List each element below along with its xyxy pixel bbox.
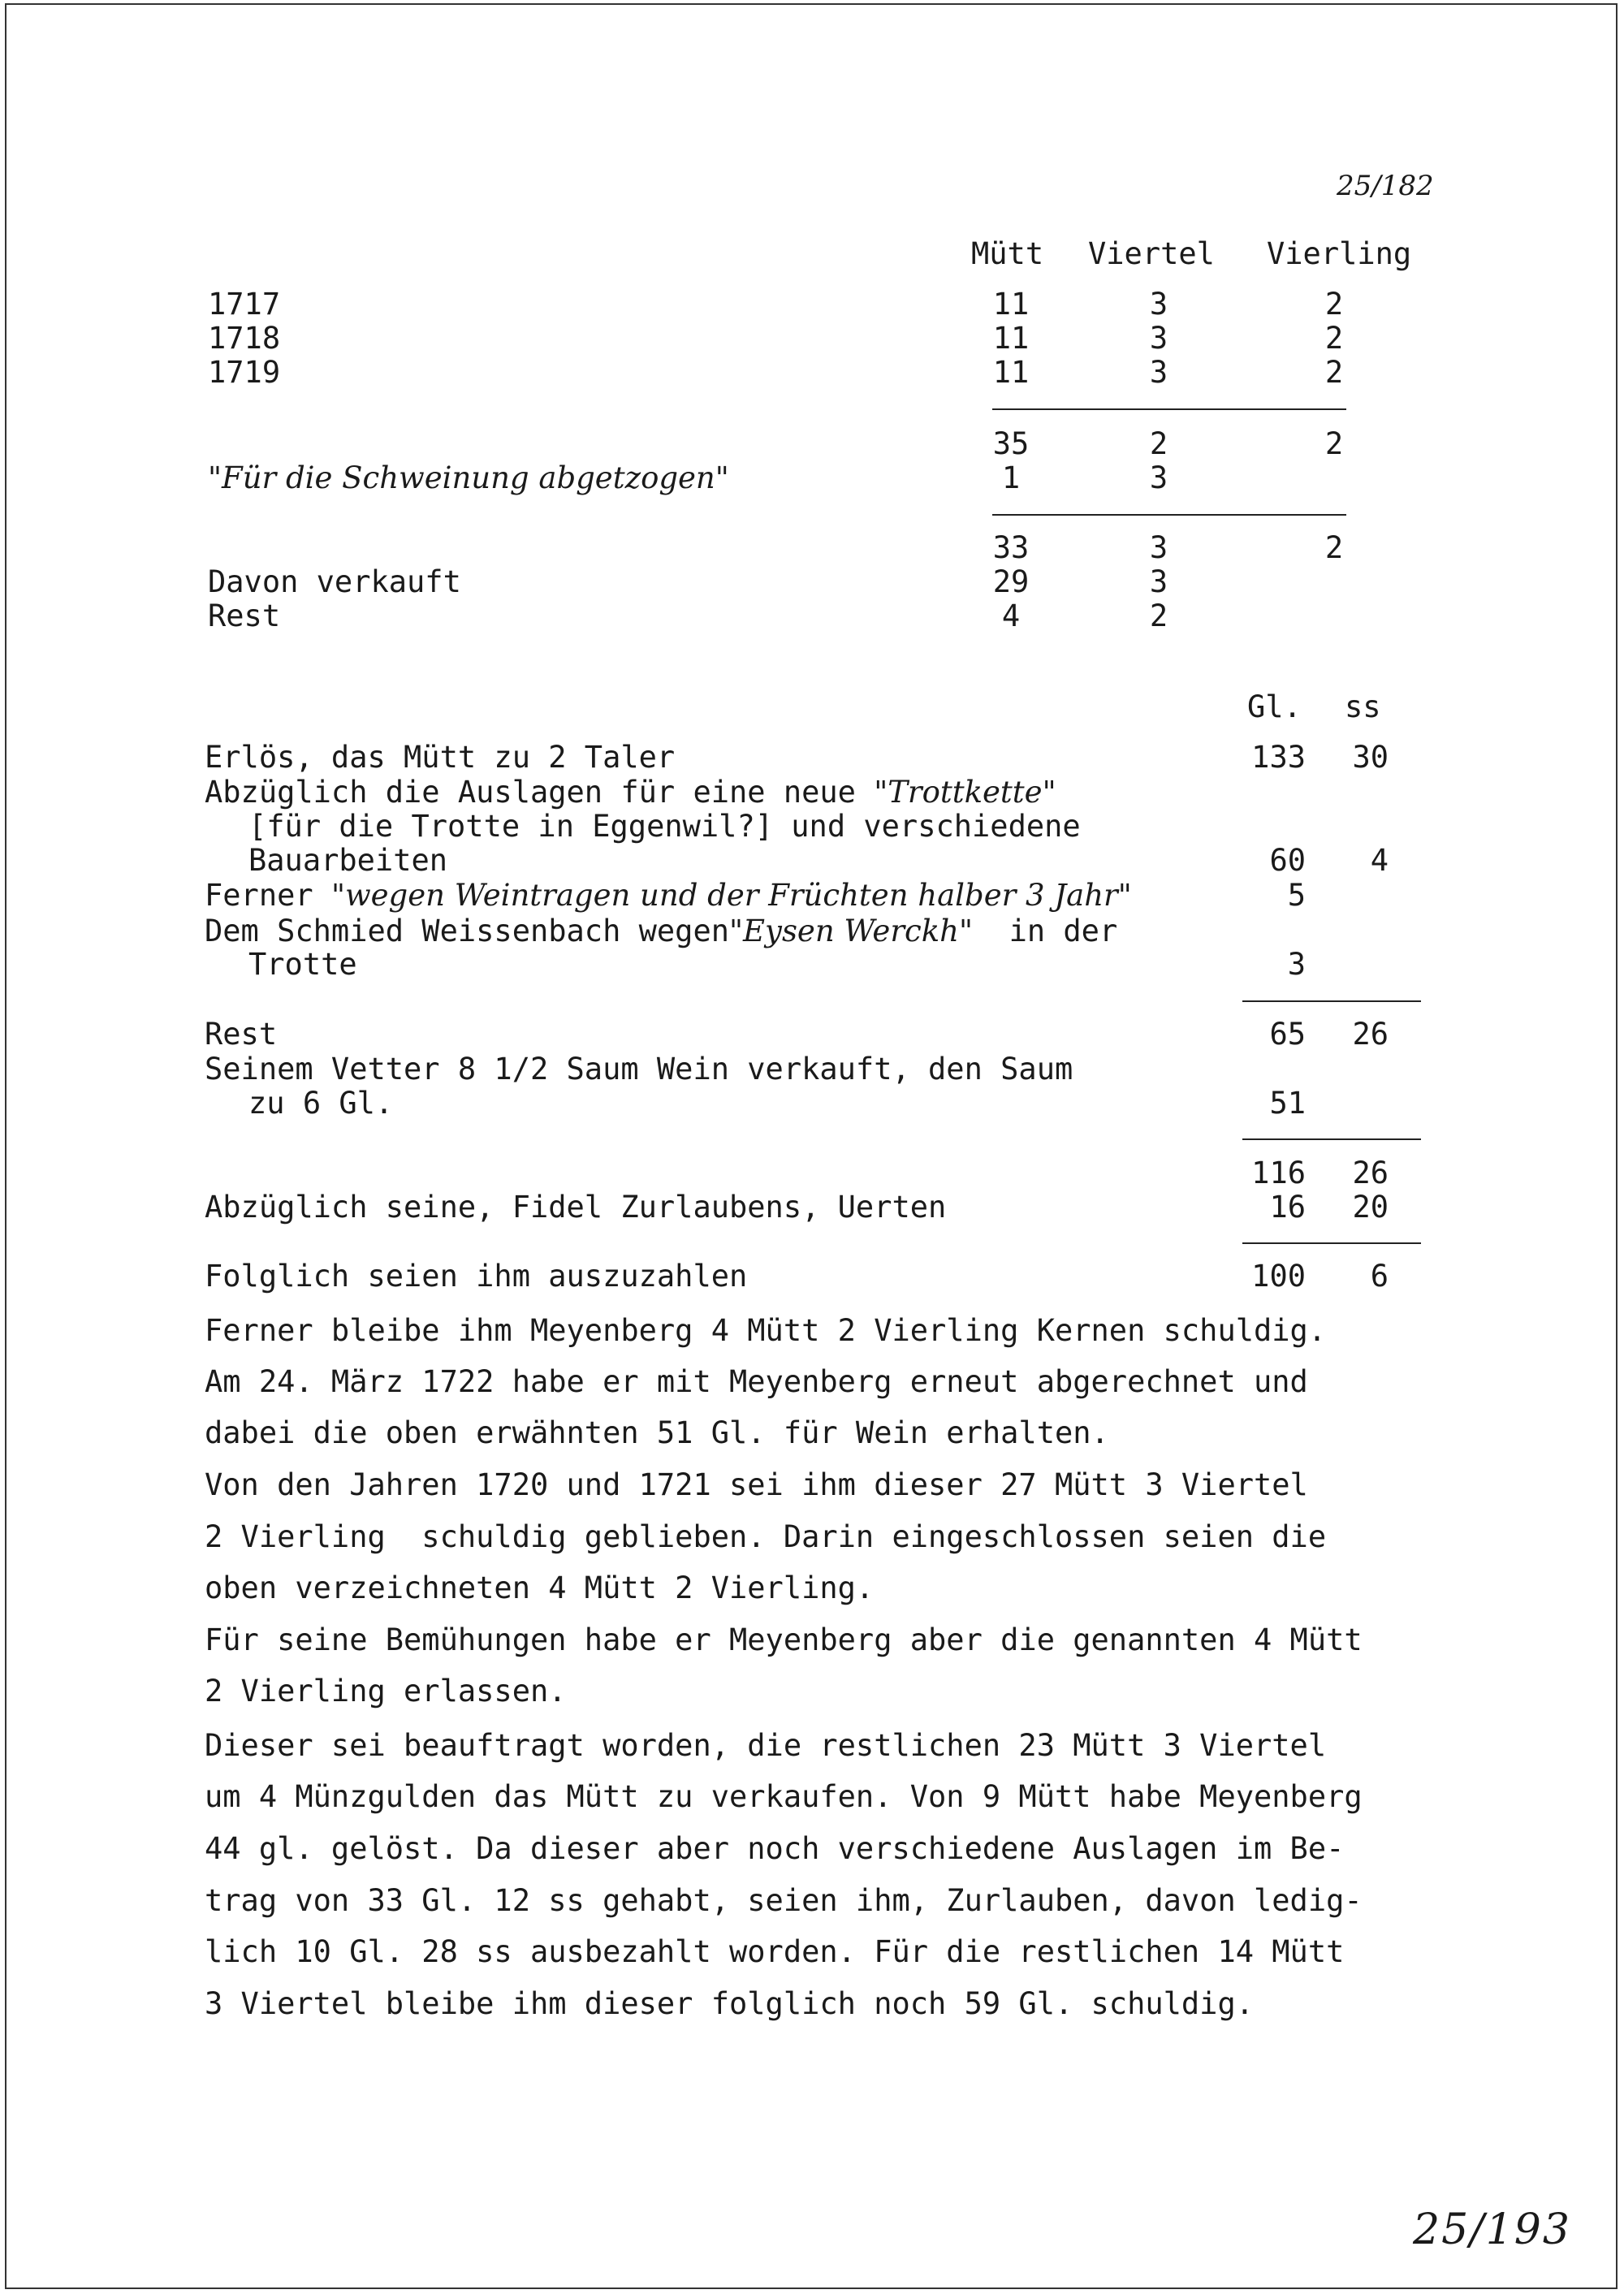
viertel-value: 3 xyxy=(1149,321,1168,356)
cousin-gl: 51 xyxy=(1269,1086,1306,1121)
wine-carry-italic: "wegen Weintragen und der Früchten halber 3 Jahr" xyxy=(330,878,1132,913)
cousin-line1: Seinem Vetter 8 1/2 Saum Wein verkauft, den Saum xyxy=(205,1052,1073,1087)
smith-line2: Trotte xyxy=(248,947,357,982)
sum-muett: 35 xyxy=(992,426,1030,461)
net-vierling: 2 xyxy=(1324,530,1344,565)
payout-ss: 6 xyxy=(1370,1259,1389,1294)
deduction-label: "Für die Schweinung abgetzogen" xyxy=(208,460,729,495)
muett-value: 11 xyxy=(992,287,1030,322)
smith-italic: "Eysen Werckh" xyxy=(729,914,974,948)
sold-label: Davon verkauft xyxy=(208,564,461,599)
sum-viertel: 2 xyxy=(1149,426,1168,461)
deduction-muett: 1 xyxy=(1001,460,1021,495)
smith-text: Dem Schmied Weissenbach wegen xyxy=(205,914,730,948)
cousin-line2: zu 6 Gl. xyxy=(248,1086,394,1121)
header-viertel: Viertel xyxy=(1088,236,1215,271)
money-rest-gl: 65 xyxy=(1269,1017,1306,1052)
smith-text-post: in der xyxy=(1009,914,1118,948)
year-label: 1718 xyxy=(208,321,281,356)
smith-gl: 3 xyxy=(1287,947,1306,982)
expenses-line3: Bauarbeiten xyxy=(248,843,448,878)
subtotal-gl: 116 xyxy=(1251,1156,1306,1190)
wine-carry-line xyxy=(205,878,1132,913)
body-line: Von den Jahren 1720 und 1721 sei ihm dieser 27 Mütt 3 Viertel xyxy=(205,1467,1308,1502)
wine-carry-gl: 5 xyxy=(1287,878,1306,913)
sum-rule xyxy=(1242,1242,1421,1244)
body-line: 2 Vierling schuldig geblieben. Darin eingeschlossen seien die xyxy=(205,1519,1327,1554)
year-label: 1717 xyxy=(208,287,281,322)
expenses-gl: 60 xyxy=(1269,843,1306,878)
year-label: 1719 xyxy=(208,355,281,390)
uerten-ss: 20 xyxy=(1352,1190,1389,1225)
payout-label: Folglich seien ihm auszuzahlen xyxy=(205,1259,748,1294)
viertel-value: 3 xyxy=(1149,355,1168,390)
proceeds-label: Erlös, das Mütt zu 2 Taler xyxy=(205,740,676,775)
net-muett: 33 xyxy=(992,530,1030,565)
money-rest-label: Rest xyxy=(205,1017,278,1052)
viertel-value: 3 xyxy=(1149,287,1168,322)
money-rest-ss: 26 xyxy=(1352,1017,1389,1052)
expenses-line1-text: Abzüglich die Auslagen für eine neue xyxy=(205,775,875,810)
payout-gl: 100 xyxy=(1251,1259,1306,1294)
header-gulden: Gl. xyxy=(1247,689,1302,724)
vierling-value: 2 xyxy=(1324,355,1344,390)
sold-viertel: 3 xyxy=(1149,564,1168,599)
body-line: trag von 33 Gl. 12 ss gehabt, seien ihm, Zurlauben, davon ledig- xyxy=(205,1883,1363,1918)
sum-rule xyxy=(1242,1138,1421,1140)
sold-muett: 29 xyxy=(992,564,1030,599)
body-line: lich 10 Gl. 28 ss ausbezahlt worden. Für die restlichen 14 Mütt xyxy=(205,1934,1345,1969)
vierling-value: 2 xyxy=(1324,287,1344,322)
page-reference: 25/182 xyxy=(1337,170,1434,202)
uerten-label: Abzüglich seine, Fidel Zurlaubens, Uerten xyxy=(205,1190,947,1225)
expenses-ss: 4 xyxy=(1370,843,1389,878)
wine-carry-text: Ferner xyxy=(205,878,331,913)
header-schilling: ss xyxy=(1345,689,1381,724)
smith-line1 xyxy=(205,916,1117,946)
proceeds-gl: 133 xyxy=(1251,740,1306,775)
muett-value: 11 xyxy=(992,355,1030,390)
body-line: oben verzeichneten 4 Mütt 2 Vierling. xyxy=(205,1570,875,1605)
body-line: 3 Viertel bleibe ihm dieser folglich noch 59 Gl. schuldig. xyxy=(205,1986,1255,2021)
expenses-line2: [für die Trotte in Eggenwil?] und verschiedene xyxy=(248,809,1081,844)
header-vierling: Vierling xyxy=(1267,236,1412,271)
rest-viertel: 2 xyxy=(1149,598,1168,633)
body-line: Ferner bleibe ihm Meyenberg 4 Mütt 2 Vierling Kernen schuldig. xyxy=(205,1313,1327,1348)
body-line: Am 24. März 1722 habe er mit Meyenberg erneut abgerechnet und xyxy=(205,1364,1308,1399)
sum-rule xyxy=(992,514,1346,516)
proceeds-ss: 30 xyxy=(1352,740,1389,775)
handwritten-reference: 25/193 xyxy=(1413,2205,1571,2254)
subtotal-ss: 26 xyxy=(1352,1156,1389,1190)
body-line: dabei die oben erwähnten 51 Gl. für Wein erhalten. xyxy=(205,1415,1109,1450)
body-line: 44 gl. gelöst. Da dieser aber noch verschiedene Auslagen im Be- xyxy=(205,1831,1345,1866)
body-line: Dieser sei beauftragt worden, die restlichen 23 Mütt 3 Viertel xyxy=(205,1728,1327,1763)
body-line: 2 Vierling erlassen. xyxy=(205,1674,567,1709)
sum-vierling: 2 xyxy=(1324,426,1344,461)
header-muett: Mütt xyxy=(971,236,1044,271)
body-line: um 4 Münzgulden das Mütt zu verkaufen. Von 9 Mütt habe Meyenberg xyxy=(205,1779,1363,1814)
deduction-viertel: 3 xyxy=(1149,460,1168,495)
body-line: Für seine Bemühungen habe er Meyenberg aber die genannten 4 Mütt xyxy=(205,1622,1363,1657)
sum-rule xyxy=(1242,1000,1421,1002)
uerten-gl: 16 xyxy=(1269,1190,1306,1225)
rest-label: Rest xyxy=(208,598,281,633)
net-viertel: 3 xyxy=(1149,530,1168,565)
vierling-value: 2 xyxy=(1324,321,1344,356)
expenses-line1 xyxy=(205,775,1056,810)
muett-value: 11 xyxy=(992,321,1030,356)
expenses-italic: "Trottkette" xyxy=(874,775,1056,810)
rest-muett: 4 xyxy=(1001,598,1021,633)
sum-rule xyxy=(992,408,1346,410)
